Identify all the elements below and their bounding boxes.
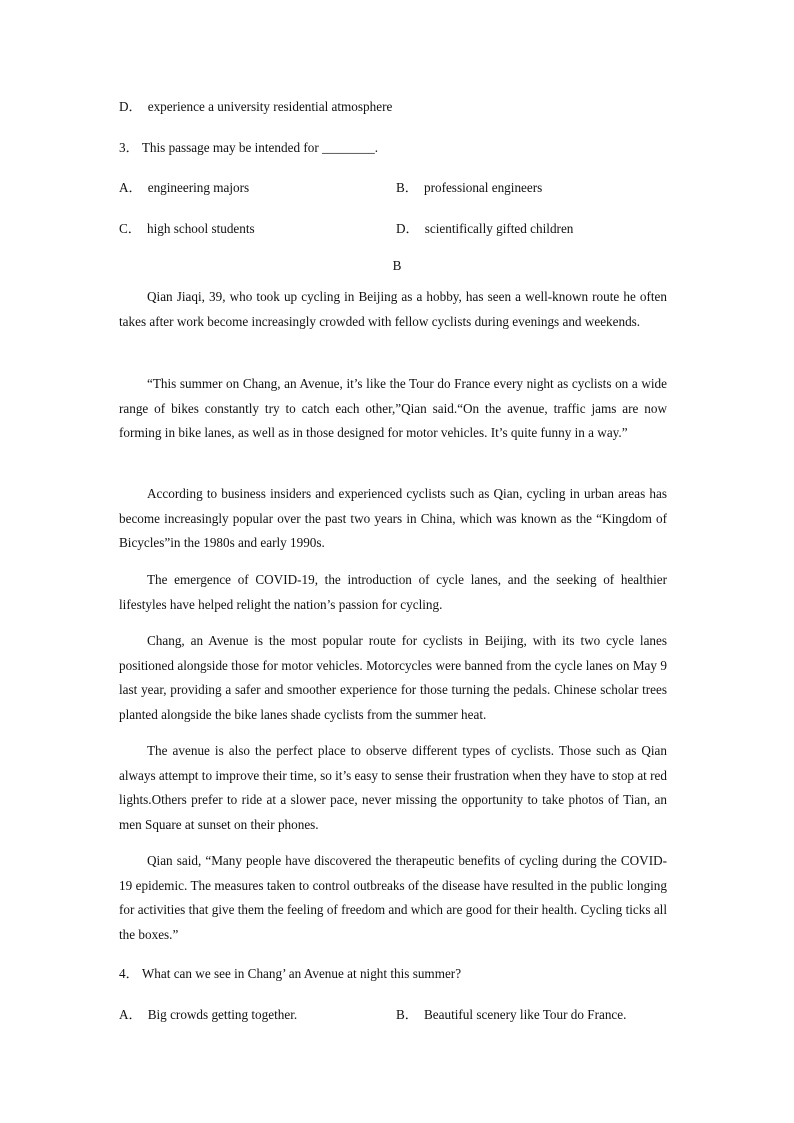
option-text: Beautiful scenery like Tour do France.	[423, 1007, 627, 1022]
option-text: scientifically gifted children	[424, 221, 574, 236]
q4-option-b	[396, 1004, 626, 1023]
passage-paragraph: The emergence of COVID-19, the introduction of cycle lanes, and the seeking of healthier lifestyles have helped relight the nation’s passion for cycling.	[119, 572, 667, 612]
option-letter: B．	[396, 180, 418, 195]
option-letter: A．	[119, 180, 142, 195]
q3-option-b	[396, 177, 542, 196]
q3-stem: 3． This passage may be intended for ________.	[119, 140, 379, 155]
passage-paragraph: Qian said, “Many people have discovered the therapeutic benefits of cycling during the COVID-19 epidemic. The measures taken to control outbreaks of the disease have resulted in the public longing for activities that give them the feeling of freedom and which are good for their health. Cycling ticks all the boxes.”	[119, 853, 667, 942]
passage-paragraph: “This summer on Chang, an Avenue, it’s like the Tour do France every night as cyclists on a wide range of bikes constantly try to catch each other,”Qian said.“On the avenue, traffic jams are now forming in bike lanes, as well as in those designed for motor vehicles. It’s quite funny in a way.”	[119, 376, 667, 440]
q4-stem: 4． What can we see in Chang’ an Avenue at night this summer?	[119, 966, 462, 981]
q2-option-d	[119, 96, 392, 115]
option-letter: C．	[119, 221, 141, 236]
option-letter: D．	[396, 221, 419, 236]
section-heading: B	[392, 258, 402, 273]
option-text: Big crowds getting together.	[147, 1007, 298, 1022]
option-letter: D．	[119, 99, 142, 114]
q4-option-a	[119, 1004, 297, 1023]
passage-paragraph: According to business insiders and experienced cyclists such as Qian, cycling in urban areas has become increasingly popular over the past two years in China, which was known as the “Kingdom of Bicycles”in the 1980s and early 1990s.	[119, 486, 667, 550]
option-text: high school students	[146, 221, 255, 236]
passage-paragraph: The avenue is also the perfect place to observe different types of cyclists. Those such as Qian always attempt to improve their time, so it’s easy to sense their frustration when they have to stop at red lights.Others prefer to ride at a slower pace, never missing the opportunity to take photos of Tian, an men Square at sunset on their phones.	[119, 743, 667, 832]
option-text: experience a university residential atmosphere	[147, 99, 393, 114]
option-letter: B．	[396, 1007, 418, 1022]
option-text: engineering majors	[147, 180, 250, 195]
option-text: professional engineers	[423, 180, 543, 195]
q3-option-c	[119, 218, 255, 237]
q3-option-d	[396, 218, 573, 237]
option-letter: A．	[119, 1007, 142, 1022]
passage-paragraph: Qian Jiaqi, 39, who took up cycling in Beijing as a hobby, has seen a well-known route he often takes after work become increasingly crowded with fellow cyclists during evenings and weekends.	[119, 289, 667, 329]
passage-paragraph: Chang, an Avenue is the most popular route for cyclists in Beijing, with its two cycle lanes positioned alongside those for motor vehicles. Motorcycles were banned from the cycle lanes on May 9 last year, providing a safer and smoother experience for those turning the pedals. Chinese scholar trees planted alongside the bike lanes shade cyclists from the summer heat.	[119, 633, 667, 722]
q3-option-a	[119, 177, 249, 196]
